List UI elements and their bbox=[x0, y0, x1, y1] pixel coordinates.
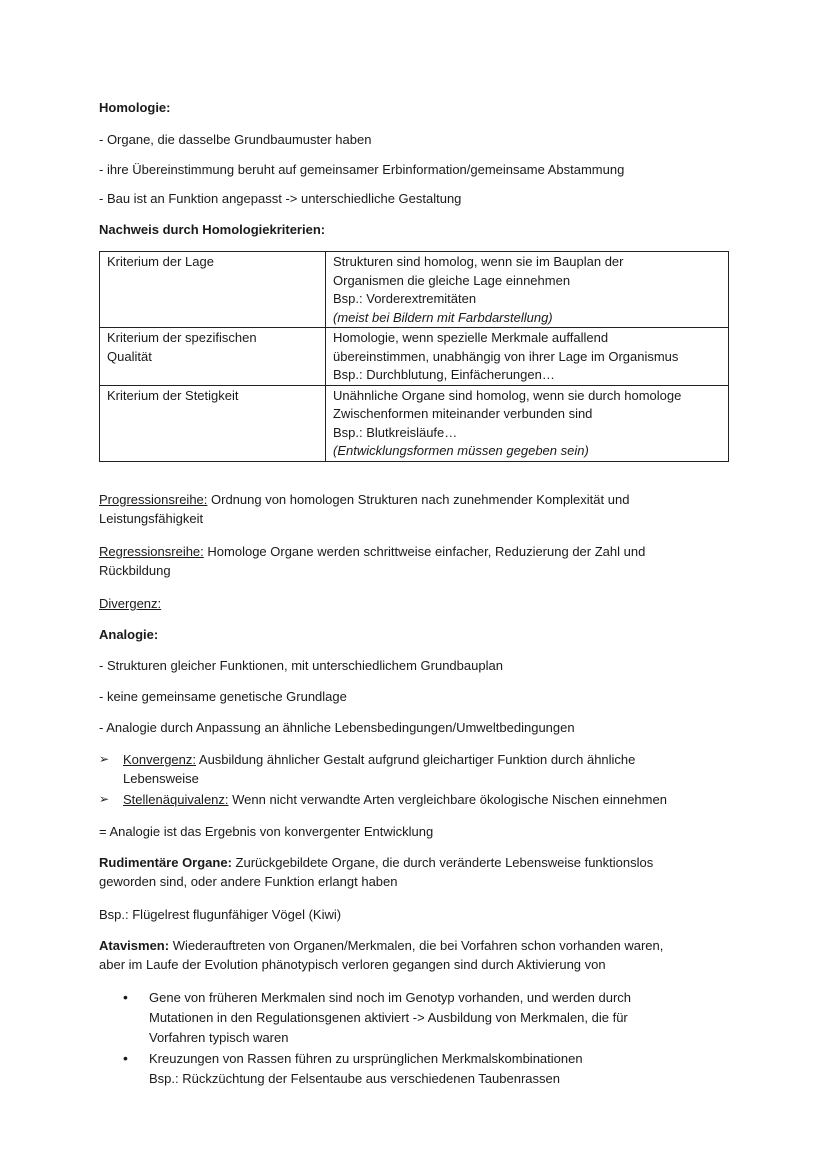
criterion-description-cell bbox=[326, 385, 729, 461]
criterion-line: Organismen die gleiche Lage einnehmen bbox=[333, 272, 571, 288]
arrow-bullet-icon: ➢ bbox=[99, 752, 110, 766]
table-row bbox=[100, 385, 729, 461]
criterion-line: Bsp.: Vorderextremitäten bbox=[333, 291, 477, 306]
konvergenz-text: Ausbildung ähnlicher Gestalt aufgrund gleichartiger Funktion durch ähnliche bbox=[196, 752, 636, 767]
criterion-name: Qualität bbox=[107, 348, 152, 364]
nachweis-heading: Nachweis durch Homologiekriterien: bbox=[99, 222, 326, 237]
konvergenz-term: Konvergenz: bbox=[123, 752, 196, 767]
bullet-line: Mutationen in den Regulationsgenen aktiviert -> Ausbildung von Merkmalen, die für bbox=[149, 1010, 628, 1025]
progressionsreihe-text: Leistungsfähigkeit bbox=[99, 511, 204, 526]
bullet-dot-icon: • bbox=[123, 1050, 128, 1066]
arrow-bullet-icon: ➢ bbox=[99, 792, 110, 806]
criterion-note: (meist bei Bildern mit Farbdarstellung) bbox=[333, 309, 553, 325]
rudimentaere-organe-text: geworden sind, oder andere Funktion erlangt haben bbox=[99, 874, 398, 889]
criterion-description-cell bbox=[326, 252, 729, 328]
criterion-line: übereinstimmen, unabhängig von ihrer Lage im Organismus bbox=[333, 348, 679, 364]
criterion-name-cell bbox=[100, 328, 326, 386]
bullet-line: Vorfahren typisch waren bbox=[149, 1030, 289, 1045]
progressionsreihe-paragraph bbox=[99, 490, 719, 528]
homologie-heading: Homologie: bbox=[99, 100, 171, 115]
atavismen-text: aber im Laufe der Evolution phänotypisch verloren gegangen sind durch Aktivierung von bbox=[99, 957, 606, 972]
criterion-name-cell bbox=[100, 385, 326, 461]
rudimentaere-organe-text: Zurückgebildete Organe, die durch veränderte Lebensweise funktionslos bbox=[231, 855, 654, 870]
analogie-point: - Analogie durch Anpassung an ähnliche Lebensbedingungen/Umweltbedingungen bbox=[99, 720, 575, 735]
progressionsreihe-text: Ordnung von homologen Strukturen nach zunehmender Komplexität und bbox=[207, 492, 630, 507]
table-row bbox=[100, 328, 729, 386]
criterion-line: Homologie, wenn spezielle Merkmale auffallend bbox=[333, 330, 609, 345]
regressionsreihe-term: Regressionsreihe: bbox=[99, 544, 204, 559]
table-row bbox=[100, 252, 729, 328]
criterion-note: (Entwicklungsformen müssen gegeben sein) bbox=[333, 443, 589, 458]
criterion-line: Bsp.: Durchblutung, Einfächerungen… bbox=[333, 367, 555, 382]
konvergenz-text: Lebensweise bbox=[123, 771, 199, 786]
bullet-line: Gene von früheren Merkmalen sind noch im Genotyp vorhanden, und werden durch bbox=[149, 990, 632, 1005]
atavismen-term: Atavismen: bbox=[99, 938, 170, 953]
regressionsreihe-paragraph bbox=[99, 542, 719, 580]
homologie-point: - Bau ist an Funktion angepasst -> unterschiedliche Gestaltung bbox=[99, 191, 462, 206]
stellenaequivalenz-term: Stellenäquivalenz: bbox=[123, 792, 229, 807]
criterion-line: Zwischenformen miteinander verbunden sind bbox=[333, 406, 593, 421]
homology-criteria-table bbox=[99, 251, 729, 462]
analogie-point: - Strukturen gleicher Funktionen, mit unterschiedlichem Grundbauplan bbox=[99, 658, 503, 673]
bullet-dot-icon: • bbox=[123, 989, 128, 1005]
criterion-description-cell bbox=[326, 328, 729, 386]
progressionsreihe-term: Progressionsreihe: bbox=[99, 492, 208, 507]
atavismen-text: Wiederauftreten von Organen/Merkmalen, die bei Vorfahren schon vorhanden waren, bbox=[169, 938, 664, 953]
criterion-line: Unähnliche Organe sind homolog, wenn sie durch homologe bbox=[333, 387, 682, 403]
criterion-line: Bsp.: Blutkreisläufe… bbox=[333, 424, 458, 440]
analogie-summary: = Analogie ist das Ergebnis von konvergenter Entwicklung bbox=[99, 824, 434, 839]
criterion-name: Kriterium der Lage bbox=[107, 254, 214, 269]
regressionsreihe-text: Homologe Organe werden schrittweise einfacher, Reduzierung der Zahl und bbox=[203, 544, 646, 559]
criterion-name: Kriterium der Stetigkeit bbox=[107, 387, 239, 403]
criterion-line: Strukturen sind homolog, wenn sie im Bauplan der bbox=[333, 254, 624, 269]
divergenz-term: Divergenz: bbox=[99, 596, 162, 611]
homologie-point: - Organe, die dasselbe Grundbaumuster haben bbox=[99, 132, 372, 147]
atavismen-paragraph bbox=[99, 936, 739, 974]
bullet-line: Kreuzungen von Rassen führen zu ursprünglichen Merkmalskombinationen bbox=[149, 1051, 583, 1066]
regressionsreihe-text: Rückbildung bbox=[99, 563, 171, 578]
analogie-point: - keine gemeinsame genetische Grundlage bbox=[99, 689, 347, 704]
bullet-line: Bsp.: Rückzüchtung der Felsentaube aus verschiedenen Taubenrassen bbox=[149, 1071, 560, 1086]
rudimentaere-organe-example: Bsp.: Flügelrest flugunfähiger Vögel (Kiwi) bbox=[99, 907, 342, 922]
criterion-name-cell bbox=[100, 252, 326, 328]
stellenaequivalenz-text: Wenn nicht verwandte Arten vergleichbare ökologische Nischen einnehmen bbox=[228, 792, 667, 807]
rudimentaere-organe-paragraph bbox=[99, 853, 719, 891]
criterion-name: Kriterium der spezifischen bbox=[107, 330, 257, 345]
homologie-point: - ihre Übereinstimmung beruht auf gemeinsamer Erbinformation/gemeinsame Abstammung bbox=[99, 162, 625, 177]
rudimentaere-organe-term: Rudimentäre Organe: bbox=[99, 855, 232, 870]
analogie-heading: Analogie: bbox=[99, 627, 159, 642]
